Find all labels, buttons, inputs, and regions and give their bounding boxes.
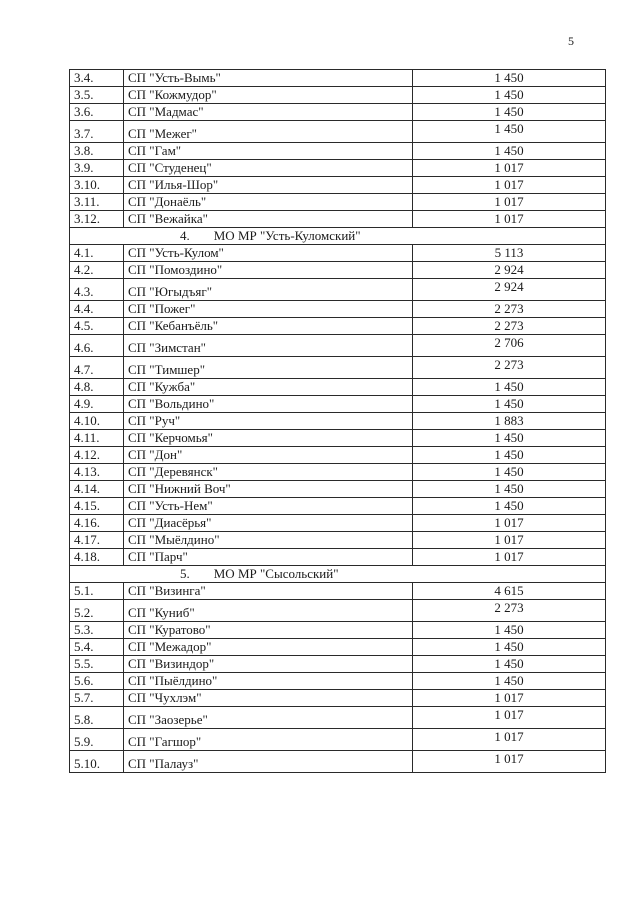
section-header	[70, 566, 606, 583]
amount-value: 1 017	[413, 211, 606, 228]
row-number: 3.9.	[70, 160, 124, 177]
table-row	[70, 335, 606, 357]
row-number: 3.5.	[70, 87, 124, 104]
table-row	[70, 622, 606, 639]
settlement-name: СП "Гагшор"	[124, 729, 413, 751]
settlement-name: СП "Заозерье"	[124, 707, 413, 729]
row-number: 5.6.	[70, 673, 124, 690]
row-number: 3.4.	[70, 70, 124, 87]
settlement-name: СП "Пыёлдино"	[124, 673, 413, 690]
settlement-name: СП "Деревянск"	[124, 464, 413, 481]
row-number: 4.14.	[70, 481, 124, 498]
settlement-name: СП "Студенец"	[124, 160, 413, 177]
amount-value: 1 450	[413, 622, 606, 639]
table-row	[70, 673, 606, 690]
row-number: 3.12.	[70, 211, 124, 228]
settlement-name: СП "Нижний Воч"	[124, 481, 413, 498]
row-number: 4.6.	[70, 335, 124, 357]
table-row	[70, 729, 606, 751]
row-number: 5.4.	[70, 639, 124, 656]
amount-value: 1 450	[413, 396, 606, 413]
amount-value: 1 450	[413, 481, 606, 498]
settlement-name: СП "Вежайка"	[124, 211, 413, 228]
section-header	[70, 228, 606, 245]
settlement-name: СП "Руч"	[124, 413, 413, 430]
amount-value: 1 017	[413, 177, 606, 194]
table-row	[70, 430, 606, 447]
row-number: 4.8.	[70, 379, 124, 396]
settlement-name: СП "Усть-Нем"	[124, 498, 413, 515]
amount-value: 4 615	[413, 583, 606, 600]
row-number: 4.9.	[70, 396, 124, 413]
section-header-row	[70, 566, 606, 583]
amount-value: 2 273	[413, 318, 606, 335]
settlement-name: СП "Палауз"	[124, 751, 413, 773]
amount-value: 5 113	[413, 245, 606, 262]
table-row	[70, 707, 606, 729]
table-row	[70, 194, 606, 211]
settlement-name: СП "Зимстан"	[124, 335, 413, 357]
table-row	[70, 549, 606, 566]
table-row	[70, 104, 606, 121]
table-row	[70, 177, 606, 194]
table-row	[70, 690, 606, 707]
table-row	[70, 481, 606, 498]
table-row	[70, 143, 606, 160]
settlement-name: СП "Межадор"	[124, 639, 413, 656]
table-row	[70, 70, 606, 87]
row-number: 4.2.	[70, 262, 124, 279]
settlement-name: СП "Тимшер"	[124, 357, 413, 379]
amount-value: 1 450	[413, 447, 606, 464]
settlement-name: СП "Визиндор"	[124, 656, 413, 673]
settlement-name: СП "Диасёрья"	[124, 515, 413, 532]
amount-value: 1 450	[413, 464, 606, 481]
amount-value: 1 450	[413, 70, 606, 87]
settlement-name: СП "Кожмудор"	[124, 87, 413, 104]
settlement-name: СП "Куратово"	[124, 622, 413, 639]
settlement-name: СП "Вольдино"	[124, 396, 413, 413]
settlement-name: СП "Межег"	[124, 121, 413, 143]
amount-value: 1 450	[413, 379, 606, 396]
table-row	[70, 379, 606, 396]
row-number: 4.1.	[70, 245, 124, 262]
amount-value: 1 017	[413, 549, 606, 566]
row-number: 4.10.	[70, 413, 124, 430]
amount-value: 1 883	[413, 413, 606, 430]
amount-value: 1 450	[413, 104, 606, 121]
table-row	[70, 301, 606, 318]
row-number: 5.2.	[70, 600, 124, 622]
amount-value: 1 017	[413, 160, 606, 177]
section-title: МО МР "Сысольский"	[213, 566, 339, 581]
amount-value: 1 017	[413, 515, 606, 532]
table-row	[70, 464, 606, 481]
table-row	[70, 160, 606, 177]
row-number: 3.11.	[70, 194, 124, 211]
section-header-row	[70, 228, 606, 245]
table-row	[70, 211, 606, 228]
amount-value: 1 017	[413, 751, 606, 773]
row-number: 5.10.	[70, 751, 124, 773]
table-row	[70, 639, 606, 656]
table-row	[70, 245, 606, 262]
settlement-name: СП "Илья-Шор"	[124, 177, 413, 194]
table-row	[70, 583, 606, 600]
table-row	[70, 279, 606, 301]
settlement-name: СП "Помоздино"	[124, 262, 413, 279]
row-number: 4.17.	[70, 532, 124, 549]
row-number: 4.4.	[70, 301, 124, 318]
table-row	[70, 532, 606, 549]
amount-value: 2 273	[413, 357, 606, 379]
amount-value: 1 017	[413, 532, 606, 549]
section-number: 5.	[180, 566, 190, 581]
table-row	[70, 87, 606, 104]
row-number: 3.10.	[70, 177, 124, 194]
amount-value: 2 273	[413, 600, 606, 622]
section-title: МО МР "Усть-Куломский"	[213, 228, 361, 243]
table-row	[70, 656, 606, 673]
row-number: 5.9.	[70, 729, 124, 751]
table-row	[70, 121, 606, 143]
amount-value: 2 924	[413, 262, 606, 279]
amount-value: 1 450	[413, 87, 606, 104]
settlement-name: СП "Югыдъяг"	[124, 279, 413, 301]
table-row	[70, 318, 606, 335]
row-number: 5.7.	[70, 690, 124, 707]
amount-value: 1 450	[413, 639, 606, 656]
section-number: 4.	[180, 228, 190, 243]
amount-value: 1 450	[413, 143, 606, 160]
row-number: 4.5.	[70, 318, 124, 335]
row-number: 4.13.	[70, 464, 124, 481]
table-row	[70, 751, 606, 773]
table-row	[70, 357, 606, 379]
row-number: 5.3.	[70, 622, 124, 639]
row-number: 5.5.	[70, 656, 124, 673]
amount-value: 1 450	[413, 121, 606, 143]
settlement-name: СП "Мыёлдино"	[124, 532, 413, 549]
settlement-name: СП "Керчомья"	[124, 430, 413, 447]
amount-value: 1 450	[413, 430, 606, 447]
settlement-name: СП "Куниб"	[124, 600, 413, 622]
settlement-name: СП "Гам"	[124, 143, 413, 160]
row-number: 4.12.	[70, 447, 124, 464]
row-number: 4.3.	[70, 279, 124, 301]
row-number: 4.11.	[70, 430, 124, 447]
row-number: 3.8.	[70, 143, 124, 160]
row-number: 4.15.	[70, 498, 124, 515]
row-number: 3.6.	[70, 104, 124, 121]
settlement-name: СП "Чухлэм"	[124, 690, 413, 707]
amount-value: 1 450	[413, 673, 606, 690]
allocation-table	[69, 69, 606, 773]
row-number: 4.7.	[70, 357, 124, 379]
settlement-name: СП "Пожег"	[124, 301, 413, 318]
page-number: 5	[568, 34, 574, 48]
amount-value: 2 924	[413, 279, 606, 301]
settlement-name: СП "Кебанъёль"	[124, 318, 413, 335]
settlement-name: СП "Визинга"	[124, 583, 413, 600]
table-row	[70, 413, 606, 430]
settlement-name: СП "Дон"	[124, 447, 413, 464]
table-row	[70, 515, 606, 532]
settlement-name: СП "Кужба"	[124, 379, 413, 396]
amount-value: 2 273	[413, 301, 606, 318]
table-row	[70, 396, 606, 413]
row-number: 3.7.	[70, 121, 124, 143]
row-number: 5.1.	[70, 583, 124, 600]
amount-value: 2 706	[413, 335, 606, 357]
amount-value: 1 450	[413, 498, 606, 515]
table-row	[70, 498, 606, 515]
table-row	[70, 600, 606, 622]
amount-value: 1 017	[413, 690, 606, 707]
amount-value: 1 017	[413, 707, 606, 729]
settlement-name: СП "Усть-Вымь"	[124, 70, 413, 87]
row-number: 4.18.	[70, 549, 124, 566]
amount-value: 1 017	[413, 194, 606, 211]
row-number: 4.16.	[70, 515, 124, 532]
row-number: 5.8.	[70, 707, 124, 729]
settlement-name: СП "Усть-Кулом"	[124, 245, 413, 262]
amount-value: 1 017	[413, 729, 606, 751]
table-body	[70, 70, 606, 773]
settlement-name: СП "Мадмас"	[124, 104, 413, 121]
table-row	[70, 262, 606, 279]
settlement-name: СП "Парч"	[124, 549, 413, 566]
table-row	[70, 447, 606, 464]
settlement-name: СП "Донаёль"	[124, 194, 413, 211]
amount-value: 1 450	[413, 656, 606, 673]
